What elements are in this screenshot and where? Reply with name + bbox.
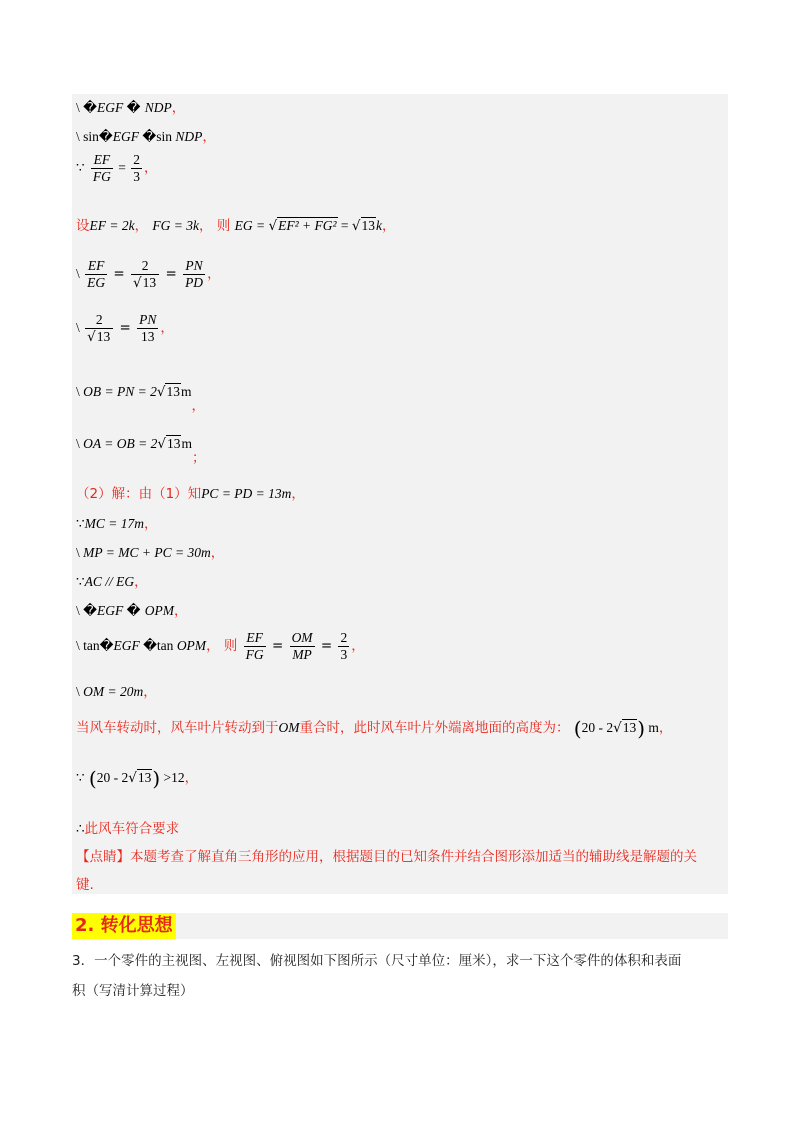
text: 3 — [340, 647, 348, 662]
text: \ — [76, 384, 84, 399]
text: ， — [143, 684, 157, 700]
text: = — [337, 218, 352, 233]
fraction — [244, 630, 266, 663]
text: EG — [87, 275, 106, 290]
text: ， — [206, 638, 220, 654]
fraction — [183, 258, 205, 291]
text: 13 — [142, 275, 157, 290]
text: OPM — [176, 638, 207, 653]
text: 20 - 2 — [581, 720, 614, 735]
text: ， — [184, 770, 199, 786]
text: m — [645, 720, 659, 735]
text: = — [114, 160, 130, 175]
text: \ � — [76, 100, 97, 115]
solution-line-9 — [76, 482, 305, 502]
text: ， — [291, 486, 305, 502]
fraction — [137, 312, 158, 345]
solution-line-5: \ $\frac{EF}{EG}$ = $\frac{2}{√13}$ = $\frac{PN}{PD}$ ， — [76, 258, 221, 291]
solution-line-16 — [76, 716, 672, 741]
text: 13 — [166, 384, 180, 399]
text: 当风车转动时，风车叶片转动到于 — [76, 720, 279, 736]
fraction — [91, 152, 113, 185]
text: �tan — [139, 638, 177, 653]
text: ， — [143, 516, 158, 532]
text: 此风车符合要求 — [84, 821, 180, 837]
text: EF — [85, 258, 107, 275]
text: ， — [210, 545, 225, 561]
text: ， — [351, 638, 365, 654]
fraction — [131, 152, 142, 185]
text: EG = — [234, 218, 269, 233]
text: 13 — [96, 329, 111, 344]
sqrt-icon: √ — [157, 436, 166, 452]
solution-line-18 — [76, 817, 179, 837]
text: m — [180, 384, 192, 399]
fraction — [290, 630, 315, 663]
text: OB = PN = 2 — [83, 384, 157, 399]
text: 13 — [166, 436, 181, 451]
text: 2 — [340, 630, 348, 645]
text: ， — [144, 160, 158, 176]
solution-line-17 — [76, 766, 198, 791]
text: 20 - 2 — [96, 770, 129, 785]
text: ∵ — [76, 516, 85, 531]
text: ) — [637, 716, 646, 741]
solution-line-8 — [76, 432, 206, 466]
sqrt-icon: √ — [351, 218, 361, 234]
text: \ — [76, 545, 84, 560]
text: 2 — [133, 152, 141, 167]
question-3 — [72, 946, 728, 1006]
text: AC // EG — [84, 574, 135, 589]
text: PD — [185, 275, 204, 290]
text: \ — [76, 320, 84, 335]
text: 13 — [361, 218, 376, 233]
text: ， — [382, 218, 396, 234]
fraction — [131, 258, 159, 291]
text: 2 — [131, 258, 159, 275]
text: \ tan� — [76, 638, 114, 653]
text: 重合时，此时风车叶片外端离地面的高度为： — [299, 720, 570, 736]
sqrt-icon: √ — [87, 329, 96, 345]
text: ， — [658, 720, 673, 736]
sqrt-icon: √ — [128, 770, 137, 786]
text: EF — [91, 152, 113, 169]
text: � — [123, 603, 141, 618]
fraction — [338, 630, 349, 663]
text: 13 — [137, 770, 152, 785]
text: EGF — [112, 129, 139, 144]
text: ∵ — [76, 574, 85, 589]
text: \ — [76, 684, 84, 699]
text: NDP — [144, 100, 172, 115]
text: ) — [152, 766, 161, 791]
section-heading: 2. 转化思想 — [72, 913, 176, 939]
text: ， — [134, 218, 149, 234]
question-line-2: 积（写清计算过程） — [72, 983, 194, 999]
comment-line-2: 键. — [76, 877, 94, 893]
fraction — [85, 312, 113, 345]
text: ， — [207, 266, 221, 282]
solution-line-12 — [76, 570, 148, 590]
text: OM — [291, 630, 313, 645]
text: ， — [191, 398, 205, 414]
text: EF — [244, 630, 266, 647]
text: �sin — [138, 129, 176, 144]
text: \ sin� — [76, 129, 113, 144]
text: 2 — [85, 312, 113, 329]
solution-line-11 — [76, 541, 224, 561]
sqrt-icon: √ — [613, 720, 622, 736]
text: \ — [76, 436, 84, 451]
text: MP — [292, 647, 312, 662]
text: EF = 2k — [89, 218, 135, 233]
text: OA = OB = 2 — [83, 436, 158, 451]
text: 13 — [622, 720, 637, 735]
solution-line-6: \ $\frac{2}{√13}$ = $\frac{PN}{13}$ ， — [76, 312, 174, 345]
fraction — [85, 258, 107, 291]
solution-line-15 — [76, 680, 157, 700]
text: OPM — [144, 603, 174, 618]
text: EGF — [96, 100, 124, 115]
text: PC = PD = 13m — [201, 486, 292, 501]
text: k — [376, 218, 383, 233]
text: OM — [278, 720, 300, 735]
text: \ — [76, 266, 84, 281]
solution-line-3 — [76, 152, 158, 185]
solution-line-14: \ tan�EGF �tan OPM， 则 $\frac{EF}{FG}$ = $\frac{OM}{MP}$ = $\frac{2}{3}$ ， — [76, 630, 365, 662]
text: 设 — [76, 218, 90, 234]
text: ， — [199, 218, 213, 234]
text: PN — [183, 258, 205, 275]
text: ， — [160, 320, 174, 336]
solution-line-10 — [76, 512, 157, 532]
text: m — [181, 436, 192, 451]
solution-line-1 — [76, 96, 185, 116]
text: 3 — [133, 169, 141, 184]
text: ， — [202, 129, 216, 145]
text: 则 — [223, 638, 238, 654]
text: ， — [134, 574, 148, 590]
text: \ � — [76, 603, 97, 618]
text: （2）解：由（1）知 — [76, 486, 202, 502]
solution-line-2 — [76, 125, 216, 145]
text: OM = 20m — [83, 684, 144, 699]
comment-line-1: 【点睛】本题考查了解直角三角形的应用，根据题目的已知条件并结合图形添加适当的辅助线是解题的关 — [76, 849, 697, 865]
text: � — [123, 100, 141, 115]
text: ( — [88, 766, 97, 791]
text: MP = MC + PC = 30m — [83, 545, 211, 560]
text: 则 — [216, 218, 231, 234]
text: ∴ — [76, 821, 85, 836]
text: ∵ — [76, 160, 85, 175]
text: FG — [92, 169, 111, 184]
text: EGF — [113, 638, 140, 653]
solution-line-13 — [76, 599, 187, 619]
text: NDP — [175, 129, 203, 144]
question-line-1: 3．一个零件的主视图、左视图、俯视图如下图所示（尺寸单位：厘米），求一下这个零件的体积和表面 — [72, 953, 682, 969]
text: FG = 3k — [152, 218, 200, 233]
text: ， — [171, 100, 186, 116]
text: >12 — [160, 770, 185, 785]
solution-line-4 — [76, 214, 396, 234]
text: MC = 17m — [84, 516, 144, 531]
sqrt-icon: √ — [133, 275, 142, 291]
text: ∵ — [76, 770, 85, 785]
text: ； — [191, 450, 206, 466]
text: ， — [173, 603, 188, 619]
text: PN — [139, 312, 157, 327]
section-heading-bar — [72, 913, 728, 939]
sqrt-icon: √ — [268, 218, 278, 234]
text: FG — [245, 647, 264, 662]
solution-line-7 — [76, 380, 205, 414]
text: EGF — [96, 603, 124, 618]
sqrt-icon: √ — [156, 384, 166, 400]
text: ( — [573, 716, 582, 741]
text: EF² + FG² — [278, 218, 337, 233]
text: 13 — [141, 329, 155, 344]
